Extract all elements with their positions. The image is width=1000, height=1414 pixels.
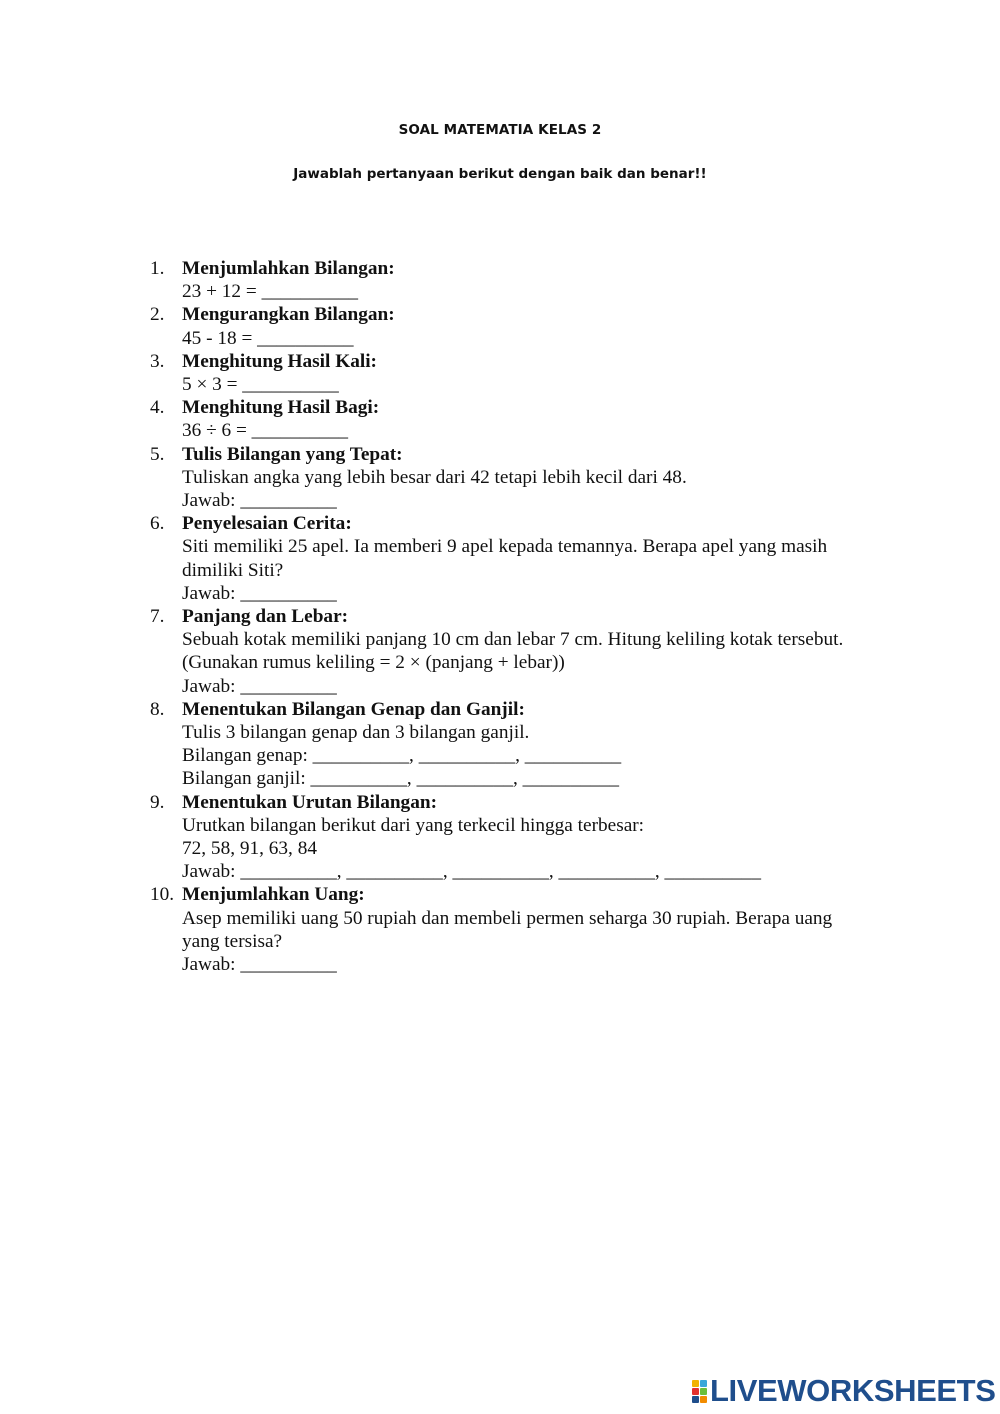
answer-line: Jawab: __________ (182, 675, 337, 697)
question-heading: Menghitung Hasil Kali: (182, 350, 377, 372)
question-number: 8. (150, 698, 165, 720)
question-list (150, 257, 910, 976)
answer-line: Jawab: __________, __________, __________, __________, __________ (182, 861, 761, 883)
question-item (150, 791, 910, 884)
question-heading: Panjang dan Lebar: (182, 606, 349, 628)
question-heading: Menghitung Hasil Bagi: (182, 397, 380, 419)
question-item (150, 605, 910, 698)
answer-line: Bilangan ganjil: __________, __________, __________ (182, 768, 620, 790)
question-heading: Mengurangkan Bilangan: (182, 304, 395, 326)
question-heading: Menjumlahkan Uang: (182, 884, 365, 906)
answer-line: Bilangan genap: __________, __________, __________ (182, 745, 622, 767)
question-heading: Penyelesaian Cerita: (182, 513, 352, 535)
question-item (150, 698, 910, 791)
question-item (150, 303, 910, 349)
question-item (150, 443, 910, 513)
question-text: 72, 58, 91, 63, 84 (182, 838, 317, 860)
question-number: 6. (150, 513, 165, 535)
logo-tile (700, 1380, 707, 1387)
logo-tile (700, 1388, 707, 1395)
question-item (150, 350, 910, 396)
question-text: Siti memiliki 25 apel. Ia memberi 9 apel kepada temannya. Berapa apel yang masih (182, 536, 828, 558)
question-text: Asep memiliki uang 50 rupiah dan membeli permen seharga 30 rupiah. Berapa uang (182, 907, 833, 929)
logo-tile (692, 1396, 699, 1403)
page-title: SOAL MATEMATIA KELAS 2 (398, 122, 602, 138)
question-heading: Menentukan Bilangan Genap dan Ganjil: (182, 698, 525, 720)
question-item (150, 257, 910, 303)
liveworksheets-logo-icon (692, 1380, 707, 1403)
answer-line: 5 × 3 = __________ (182, 374, 339, 396)
question-heading: Menentukan Urutan Bilangan: (182, 791, 437, 813)
logo-text: LIVEWORKSHEETS (710, 1373, 996, 1408)
instructions: Jawablah pertanyaan berikut dengan baik dan benar!! (293, 166, 707, 182)
question-item (150, 883, 910, 976)
logo-tile (700, 1396, 707, 1403)
question-heading: Menjumlahkan Bilangan: (182, 258, 395, 279)
logo-tile (692, 1380, 699, 1387)
question-text: Urutkan bilangan berikut dari yang terkecil hingga terbesar: (182, 814, 645, 836)
question-text: (Gunakan rumus keliling = 2 × (panjang + lebar)) (182, 652, 565, 674)
question-number: 1. (150, 258, 165, 279)
question-text: dimiliki Siti? (182, 559, 284, 581)
question-text: Tuliskan angka yang lebih besar dari 42 tetapi lebih kecil dari 48. (182, 466, 687, 488)
answer-line: 23 + 12 = __________ (182, 281, 358, 303)
liveworksheets-logo[interactable] (692, 1372, 995, 1410)
question-number: 7. (150, 606, 165, 628)
question-number: 4. (150, 397, 165, 419)
logo-tile (692, 1388, 699, 1395)
question-item (150, 512, 910, 605)
question-heading: Tulis Bilangan yang Tepat: (182, 443, 403, 465)
question-text: Sebuah kotak memiliki panjang 10 cm dan lebar 7 cm. Hitung keliling kotak tersebut. (182, 629, 844, 651)
answer-line: Jawab: __________ (182, 490, 337, 512)
question-text: yang tersisa? (182, 930, 283, 952)
question-number: 5. (150, 443, 165, 465)
question-number: 10. (150, 884, 175, 906)
answer-line: Jawab: __________ (182, 582, 337, 604)
question-text: Tulis 3 bilangan genap dan 3 bilangan ganjil. (182, 722, 530, 744)
answer-line: 45 - 18 = __________ (182, 327, 354, 349)
question-number: 2. (150, 304, 165, 326)
answer-line: 36 ÷ 6 = __________ (182, 420, 349, 442)
question-number: 9. (150, 791, 165, 813)
question-number: 3. (150, 350, 165, 372)
answer-line: Jawab: __________ (182, 954, 337, 976)
question-item (150, 396, 910, 442)
